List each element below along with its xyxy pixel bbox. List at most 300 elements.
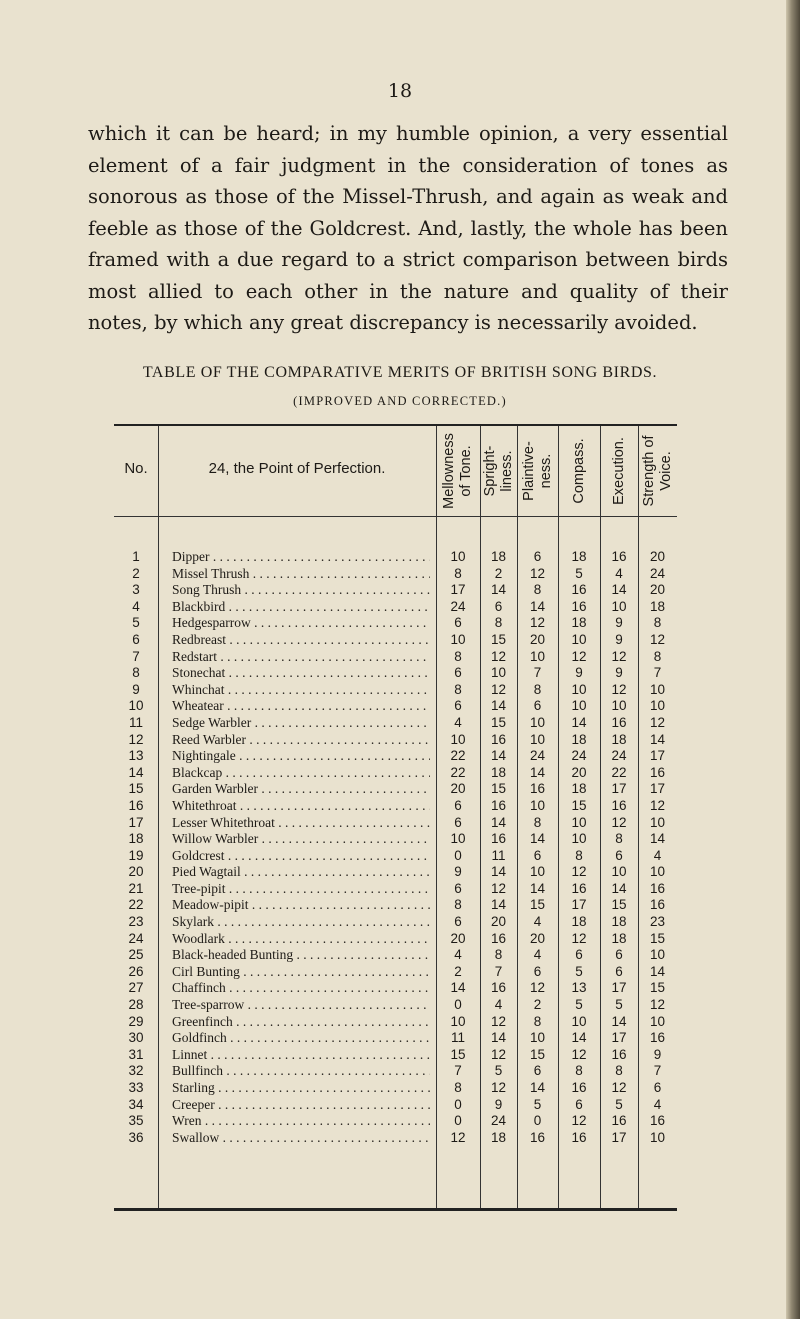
- row-number: 20: [128, 864, 144, 880]
- table-body: [114, 549, 677, 1146]
- strength-value: 17: [649, 748, 666, 764]
- compass-value: 13: [571, 980, 587, 996]
- compass-value: 12: [571, 864, 587, 880]
- compass-value: 5: [575, 963, 583, 979]
- table-row: [114, 881, 677, 898]
- execution-value: 17: [611, 1030, 627, 1046]
- table-row: [114, 1030, 677, 1047]
- strength-value: 12: [649, 714, 666, 730]
- table-row: [114, 781, 677, 798]
- plaintiveness-value: 2: [533, 997, 542, 1013]
- bird-name: Lesser Whitethroat . . .: [172, 815, 430, 832]
- execution-value: 10: [611, 864, 627, 880]
- sprightliness-value: 10: [490, 665, 507, 681]
- compass-value: 10: [571, 831, 587, 847]
- bird-name: Cirl Bunting . . .: [172, 964, 430, 981]
- strength-value: 20: [649, 582, 666, 598]
- compass-value: 20: [571, 764, 587, 780]
- strength-value: 14: [649, 963, 666, 979]
- compass-value: 16: [571, 880, 587, 896]
- row-number: 19: [128, 847, 144, 863]
- plaintiveness-value: 8: [533, 681, 542, 697]
- table-row: [114, 765, 677, 782]
- bird-name: Sedge Warbler . . .: [172, 715, 430, 732]
- execution-value: 9: [615, 665, 623, 681]
- plaintiveness-value: 4: [533, 914, 542, 930]
- table-row: [114, 649, 677, 666]
- strength-value: 16: [649, 1030, 666, 1046]
- compass-value: 16: [571, 1129, 587, 1145]
- mellowness-value: 6: [454, 615, 462, 631]
- table-row: [114, 848, 677, 865]
- row-number: 7: [132, 648, 140, 664]
- table-row: [114, 1097, 677, 1114]
- sprightliness-value: 14: [490, 1030, 507, 1046]
- bird-name: Tree-sparrow . . .: [172, 997, 430, 1014]
- table-row: [114, 682, 677, 699]
- bird-name: Missel Thrush . . .: [172, 566, 430, 583]
- row-number: 8: [132, 665, 140, 681]
- compass-value: 10: [571, 814, 587, 830]
- plaintiveness-value: 8: [533, 1013, 542, 1029]
- execution-value: 16: [611, 549, 627, 564]
- mellowness-value: 0: [454, 1096, 462, 1112]
- strength-value: 10: [649, 698, 666, 714]
- strength-value: 16: [649, 1113, 666, 1129]
- strength-value: 10: [649, 1129, 666, 1145]
- bird-name: Bullfinch . . .: [172, 1063, 430, 1080]
- row-number: 3: [132, 582, 140, 598]
- execution-value: 5: [615, 1096, 623, 1112]
- mellowness-value: 10: [450, 731, 466, 747]
- page-edge: [786, 0, 800, 1319]
- mellowness-value: 2: [454, 963, 462, 979]
- plaintiveness-value: 12: [529, 615, 546, 631]
- table-row: [114, 732, 677, 749]
- mellowness-value: 6: [454, 665, 462, 681]
- bird-name: Black-headed Bunting . . .: [172, 947, 430, 964]
- row-number: 16: [128, 797, 144, 813]
- plaintiveness-value: 14: [529, 598, 546, 614]
- header-mellowness: Mellowness of Tone.: [441, 433, 474, 509]
- table-row: [114, 997, 677, 1014]
- bird-name: Dipper . . .: [172, 549, 430, 566]
- sprightliness-value: 2: [494, 565, 503, 581]
- strength-value: 16: [649, 880, 666, 896]
- plaintiveness-value: 6: [533, 1063, 542, 1079]
- execution-value: 15: [611, 897, 627, 913]
- mellowness-value: 6: [454, 797, 462, 813]
- compass-value: 16: [571, 598, 587, 614]
- plaintiveness-value: 15: [529, 1046, 546, 1062]
- compass-value: 5: [575, 997, 583, 1013]
- sprightliness-value: 15: [490, 781, 507, 797]
- strength-value: 12: [649, 797, 666, 813]
- plaintiveness-value: 14: [529, 764, 546, 780]
- compass-value: 17: [571, 897, 587, 913]
- bird-name: Song Thrush . . .: [172, 582, 430, 599]
- plaintiveness-value: 12: [529, 980, 546, 996]
- execution-value: 17: [611, 781, 627, 797]
- bird-name: Garden Warbler . . .: [172, 781, 430, 798]
- table-row: [114, 864, 677, 881]
- row-number: 36: [128, 1129, 144, 1145]
- table-row: [114, 1113, 677, 1130]
- strength-value: 15: [649, 980, 666, 996]
- execution-value: 6: [615, 847, 623, 863]
- compass-value: 10: [571, 1013, 587, 1029]
- execution-value: 10: [611, 598, 627, 614]
- sprightliness-value: 8: [494, 947, 503, 963]
- plaintiveness-value: 8: [533, 814, 542, 830]
- execution-value: 24: [611, 748, 627, 764]
- row-number: 29: [128, 1013, 144, 1029]
- plaintiveness-value: 14: [529, 1080, 546, 1095]
- row-number: 28: [128, 997, 144, 1013]
- row-number: 23: [128, 914, 144, 930]
- sprightliness-value: 14: [490, 864, 507, 880]
- table-row: [114, 897, 677, 914]
- sprightliness-value: 5: [494, 1063, 503, 1079]
- mellowness-value: 4: [454, 947, 462, 963]
- plaintiveness-value: 10: [529, 864, 546, 880]
- compass-value: 18: [571, 615, 587, 631]
- strength-value: 9: [653, 1046, 662, 1062]
- sprightliness-value: 16: [490, 797, 507, 813]
- mellowness-value: 17: [450, 582, 466, 598]
- strength-value: 20: [649, 549, 666, 564]
- row-number: 4: [132, 598, 140, 614]
- strength-value: 24: [649, 565, 666, 581]
- plaintiveness-value: 10: [529, 731, 546, 747]
- bird-name: Pied Wagtail . . .: [172, 864, 430, 881]
- bird-name: Whinchat . . .: [172, 682, 430, 699]
- mellowness-value: 9: [454, 864, 462, 880]
- table-row: [114, 931, 677, 948]
- compass-value: 16: [571, 1080, 587, 1095]
- plaintiveness-value: 16: [529, 781, 546, 797]
- strength-value: 18: [649, 598, 666, 614]
- sprightliness-value: 7: [494, 963, 503, 979]
- sprightliness-value: 18: [490, 764, 507, 780]
- plaintiveness-value: 0: [533, 1113, 542, 1129]
- execution-value: 17: [611, 980, 627, 996]
- table-row: [114, 914, 677, 931]
- strength-value: 14: [649, 731, 666, 747]
- sprightliness-value: 16: [490, 731, 507, 747]
- bird-name: Greenfinch . . .: [172, 1014, 430, 1031]
- table-row: [114, 1014, 677, 1031]
- plaintiveness-value: 4: [533, 947, 542, 963]
- mellowness-value: 7: [454, 1063, 462, 1079]
- comparative-merits-table: [114, 424, 677, 1211]
- table-row: [114, 1047, 677, 1064]
- mellowness-value: 10: [450, 631, 466, 647]
- compass-value: 16: [571, 582, 587, 598]
- execution-value: 18: [611, 914, 627, 930]
- bird-name: Goldcrest . . .: [172, 848, 430, 865]
- bird-name: Skylark . . .: [172, 914, 430, 931]
- plaintiveness-value: 10: [529, 714, 546, 730]
- bird-name: Blackbird . . .: [172, 599, 430, 616]
- row-number: 10: [128, 698, 144, 714]
- plaintiveness-value: 6: [533, 963, 542, 979]
- mellowness-value: 20: [450, 930, 466, 946]
- strength-value: 16: [649, 897, 666, 913]
- plaintiveness-value: 10: [529, 797, 546, 813]
- bird-name: Tree-pipit . . .: [172, 881, 430, 898]
- row-number: 22: [128, 897, 144, 913]
- plaintiveness-value: 15: [529, 897, 546, 913]
- table-row: [114, 632, 677, 649]
- bird-name: Starling . . .: [172, 1080, 430, 1097]
- sprightliness-value: 16: [490, 831, 507, 847]
- execution-value: 12: [611, 1080, 627, 1095]
- compass-value: 18: [571, 549, 587, 564]
- compass-value: 10: [571, 681, 587, 697]
- execution-value: 14: [611, 1013, 627, 1029]
- mellowness-value: 11: [450, 1030, 465, 1046]
- row-number: 9: [132, 681, 140, 697]
- strength-value: 12: [649, 997, 666, 1013]
- bird-name: Goldfinch . . .: [172, 1030, 430, 1047]
- mellowness-value: 22: [450, 748, 466, 764]
- mellowness-value: 6: [454, 880, 462, 896]
- plaintiveness-value: 12: [529, 565, 546, 581]
- row-number: 17: [128, 814, 144, 830]
- plaintiveness-value: 20: [529, 631, 546, 647]
- plaintiveness-value: 10: [529, 648, 546, 664]
- row-number: 15: [128, 781, 144, 797]
- mellowness-value: 8: [454, 565, 462, 581]
- execution-value: 12: [611, 648, 627, 664]
- strength-value: 7: [653, 1063, 662, 1079]
- table-row: [114, 947, 677, 964]
- header-point-of-perfection: 24, the Point of Perfection.: [208, 460, 386, 477]
- table-row: [114, 566, 677, 583]
- execution-value: 14: [611, 880, 627, 896]
- mellowness-value: 6: [454, 814, 462, 830]
- compass-value: 9: [575, 665, 583, 681]
- execution-value: 10: [611, 698, 627, 714]
- execution-value: 18: [611, 731, 627, 747]
- sprightliness-value: 16: [490, 980, 507, 996]
- bird-name: Creeper . . .: [172, 1097, 430, 1114]
- mellowness-value: 15: [450, 1046, 466, 1062]
- table-row: [114, 599, 677, 616]
- row-number: 35: [128, 1113, 144, 1129]
- sprightliness-value: 14: [490, 897, 507, 913]
- table-row: [114, 698, 677, 715]
- execution-value: 8: [615, 831, 623, 847]
- compass-value: 12: [571, 1046, 587, 1062]
- table-row: [114, 798, 677, 815]
- strength-value: 7: [653, 665, 662, 681]
- sprightliness-value: 12: [490, 1013, 507, 1029]
- strength-value: 23: [649, 914, 666, 930]
- sprightliness-value: 9: [494, 1096, 503, 1112]
- mellowness-value: 10: [450, 549, 466, 564]
- table-title: TABLE OF THE COMPARATIVE MERITS OF BRITISH SONG BIRDS.: [142, 364, 658, 381]
- sprightliness-value: 15: [490, 631, 507, 647]
- row-number: 25: [128, 947, 144, 963]
- sprightliness-value: 14: [490, 814, 507, 830]
- execution-value: 6: [615, 947, 623, 963]
- row-number: 32: [128, 1063, 144, 1079]
- sprightliness-value: 24: [490, 1113, 507, 1129]
- table-row: [114, 715, 677, 732]
- mellowness-value: 6: [454, 698, 462, 714]
- mellowness-value: 24: [450, 598, 466, 614]
- execution-value: 17: [611, 1129, 627, 1145]
- sprightliness-value: 11: [491, 847, 506, 863]
- intro-paragraph: which it can be heard; in my humble opinion, a very essential element of a fair judgment in the consideration of tones as sonorous as those of the Missel-Thrush, and again as weak and feeble as those of the Goldcrest. And, lastly, the whole has been framed with a due regard to a strict comparison between birds most allied to each other in the nature and quality of their notes, by which any great discrepancy is necessarily avoided.: [88, 122, 728, 334]
- table-row: [114, 582, 677, 599]
- execution-value: 14: [611, 582, 627, 598]
- strength-value: 8: [653, 648, 662, 664]
- sprightliness-value: 18: [490, 1129, 507, 1145]
- sprightliness-value: 6: [494, 598, 503, 614]
- strength-value: 10: [649, 681, 666, 697]
- sprightliness-value: 12: [490, 648, 507, 664]
- row-number: 30: [128, 1030, 144, 1046]
- mellowness-value: 22: [450, 764, 466, 780]
- sprightliness-value: 14: [490, 582, 507, 598]
- sprightliness-value: 14: [490, 698, 507, 714]
- row-number: 26: [128, 963, 144, 979]
- strength-value: 8: [653, 615, 662, 631]
- compass-value: 6: [575, 947, 583, 963]
- sprightliness-value: 15: [490, 714, 507, 730]
- compass-value: 14: [571, 1030, 587, 1046]
- bird-name: Whitethroat . . .: [172, 798, 430, 815]
- plaintiveness-value: 14: [529, 831, 546, 847]
- strength-value: 14: [649, 831, 666, 847]
- plaintiveness-value: 14: [529, 880, 546, 896]
- plaintiveness-value: 6: [533, 549, 542, 564]
- mellowness-value: 10: [450, 1013, 466, 1029]
- execution-value: 16: [611, 797, 627, 813]
- mellowness-value: 4: [454, 714, 462, 730]
- row-number: 27: [128, 980, 144, 996]
- mellowness-value: 8: [454, 681, 462, 697]
- row-number: 31: [128, 1046, 144, 1062]
- row-number: 5: [132, 615, 140, 631]
- plaintiveness-value: 16: [529, 1129, 546, 1145]
- plaintiveness-value: 6: [533, 698, 542, 714]
- execution-value: 12: [611, 814, 627, 830]
- compass-value: 15: [571, 797, 587, 813]
- table-row: [114, 1063, 677, 1080]
- execution-value: 6: [615, 963, 623, 979]
- plaintiveness-value: 7: [533, 665, 542, 681]
- page-number: 18: [387, 80, 413, 102]
- compass-value: 10: [571, 631, 587, 647]
- strength-value: 15: [649, 930, 666, 946]
- sprightliness-value: 4: [494, 997, 503, 1013]
- bird-name: Willow Warbler . . .: [172, 831, 430, 848]
- row-number: 33: [128, 1080, 144, 1095]
- compass-value: 8: [575, 1063, 583, 1079]
- table-row: [114, 815, 677, 832]
- header-strength-of-voice: Strength of Voice.: [641, 435, 674, 507]
- row-number: 1: [132, 549, 140, 564]
- sprightliness-value: 14: [490, 748, 507, 764]
- plaintiveness-value: 24: [529, 748, 546, 764]
- bird-name: Swallow . . .: [172, 1130, 430, 1147]
- strength-value: 10: [649, 947, 666, 963]
- execution-value: 16: [611, 714, 627, 730]
- sprightliness-value: 12: [490, 1046, 507, 1062]
- mellowness-value: 20: [450, 781, 466, 797]
- table-row: [114, 665, 677, 682]
- table-row: [114, 980, 677, 997]
- bird-name: Wheatear . . .: [172, 698, 430, 715]
- mellowness-value: 0: [454, 997, 462, 1013]
- bird-name: Redbreast . . .: [172, 632, 430, 649]
- bird-name: Meadow-pipit . . .: [172, 897, 430, 914]
- plaintiveness-value: 6: [533, 847, 542, 863]
- header-rule: [114, 516, 677, 517]
- bird-name: Chaffinch . . .: [172, 980, 430, 997]
- compass-value: 24: [571, 748, 587, 764]
- table-row: [114, 549, 677, 566]
- execution-value: 22: [611, 764, 627, 780]
- plaintiveness-value: 5: [533, 1096, 542, 1112]
- mellowness-value: 12: [450, 1129, 466, 1145]
- mellowness-value: 10: [450, 831, 466, 847]
- row-number: 2: [132, 565, 140, 581]
- strength-value: 4: [653, 847, 662, 863]
- row-number: 21: [128, 880, 144, 896]
- row-number: 12: [128, 731, 144, 747]
- sprightliness-value: 12: [490, 681, 507, 697]
- bird-name: Linnet . . .: [172, 1047, 430, 1064]
- header-sprightliness: Spright- liness.: [482, 445, 515, 497]
- row-number: 18: [128, 831, 144, 847]
- row-number: 14: [128, 764, 144, 780]
- bird-name: Blackcap . . .: [172, 765, 430, 782]
- plaintiveness-value: 10: [529, 1030, 546, 1046]
- bird-name: Redstart . . .: [172, 649, 430, 666]
- bird-name: Woodlark . . .: [172, 931, 430, 948]
- plaintiveness-value: 8: [533, 582, 542, 598]
- sprightliness-value: 12: [490, 1080, 507, 1095]
- strength-value: 10: [649, 1013, 666, 1029]
- sprightliness-value: 18: [490, 549, 507, 564]
- table-subtitle: (IMPROVED AND CORRECTED.): [293, 394, 507, 408]
- mellowness-value: 8: [454, 648, 462, 664]
- plaintiveness-value: 20: [529, 930, 546, 946]
- strength-value: 4: [653, 1096, 662, 1112]
- compass-value: 18: [571, 781, 587, 797]
- execution-value: 9: [615, 615, 623, 631]
- execution-value: 16: [611, 1113, 627, 1129]
- row-number: 34: [128, 1096, 144, 1112]
- sprightliness-value: 8: [494, 615, 503, 631]
- strength-value: 17: [649, 781, 666, 797]
- row-number: 13: [128, 748, 144, 764]
- header-plaintiveness: Plaintive- ness.: [521, 441, 554, 501]
- mellowness-value: 6: [454, 914, 462, 930]
- mellowness-value: 8: [454, 1080, 462, 1095]
- header-execution: Execution.: [610, 437, 627, 505]
- execution-value: 5: [615, 997, 623, 1013]
- bird-name: Stonechat . . .: [172, 665, 430, 682]
- compass-value: 12: [571, 930, 587, 946]
- execution-value: 12: [611, 681, 627, 697]
- header-no: No.: [124, 460, 148, 477]
